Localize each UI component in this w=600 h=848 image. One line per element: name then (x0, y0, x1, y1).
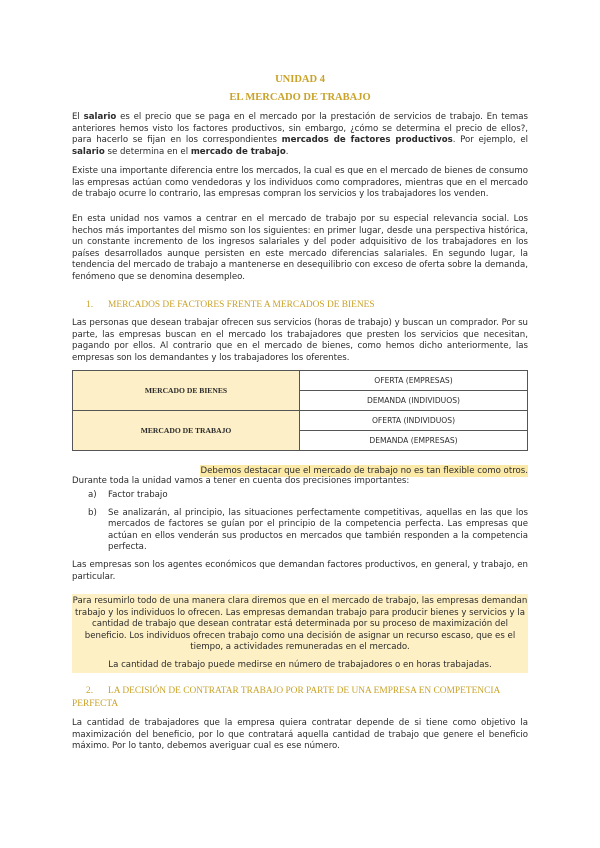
table-cell-market: MERCADO DE BIENES (73, 371, 300, 411)
table-row (73, 411, 528, 431)
list-item (72, 508, 528, 554)
summary-paragraph-1: Para resumirlo todo de una manera clara diremos que en el mercado de trabajo, las empresas demandan trabajo y los individuos lo ofrecen. Las empresas demandan trabajo para producir bienes y servicios y la cantidad de trabajo que desean contratar está determinada por su proceso de maximización del beneficio. Los individuos ofrecen trabajo como una decisión de asignar un recurso escaso, que es el tiempo, a actividades remuneradas en el mercado. (72, 596, 528, 652)
section-1-heading (72, 299, 528, 312)
intro-paragraph-3: En esta unidad nos vamos a centrar en el mercado de trabajo por su especial relevancia social. Los hechos más importantes del mismo son los siguientes: en primer lugar, desde una perspectiva histórica, un constante incremento de los ingresos salariales y del poder adquisitivo de los trabajadores en los países desarrollados aunque persisten en este mercado diferencias salariales. En segundo lugar, la tendencia del mercado de trabajo a mantenerse en desequilibrio con exceso de oferta sobre la demanda, fenómeno que se denomina desempleo. (72, 214, 528, 282)
bold-term: mercado de trabajo (190, 146, 286, 157)
text-run: es el precio que se paga en el mercado por la prestación de servicios de trabajo. En temas anteriores hemos visto los factores productivos, sin embargo, ¿cómo se determina el precio de ellos?, para hacerlo se fijan en los correspondientes (72, 112, 528, 145)
table-cell-offer: OFERTA (INDIVIDUOS) (300, 411, 528, 431)
section-2-paragraph-1: La cantidad de trabajadores que la empresa quiera contratar depende de si tiene como objetivo la maximización del beneficio, por lo que contratará aquella cantidad de trabajo que genere el beneficio máximo. Por lo tanto, debemos averiguar cual es ese número. (72, 718, 528, 751)
bold-term: salario (83, 112, 117, 122)
text-run: se determina en el (104, 146, 191, 157)
text-run: . Por ejemplo, el (452, 135, 528, 145)
section-2-heading (72, 685, 528, 711)
table-cell-offer: OFERTA (EMPRESAS) (300, 371, 528, 391)
market-comparison-table (72, 370, 528, 451)
page-title: EL MERCADO DE TRABAJO (229, 92, 371, 103)
text-run: . (285, 146, 289, 157)
unit-label: UNIDAD 4 (275, 74, 325, 85)
list-item (72, 490, 528, 502)
highlighted-note: Debemos destacar que el mercado de trabajo no es tan flexible como otros. (200, 466, 528, 476)
table-cell-demand: DEMANDA (EMPRESAS) (300, 431, 528, 451)
section-1-paragraph-2: Durante toda la unidad vamos a tener en cuenta dos precisiones importantes: (72, 476, 410, 486)
section-2-title: LA DECISIÓN DE CONTRATAR TRABAJO POR PARTE DE UNA EMPRESA EN COMPETENCIA PERFECTA (72, 686, 500, 709)
intro-paragraph-1 (72, 112, 528, 158)
bold-term: salario (72, 146, 105, 157)
intro-paragraph-2: Existe una importante diferencia entre los mercados, la cual es que en el mercado de bienes de consumo las empresas actúan como vendedoras y los individuos como compradores, mientras que en el mercado de trabajo ocurre lo contrario, las empresas compran los servicios y los trabajadores los venden. (72, 166, 528, 199)
section-1-number: 1. (86, 300, 94, 310)
bold-term: mercados de factores productivos (281, 135, 453, 145)
list-marker: b) (88, 507, 97, 518)
summary-box (72, 594, 528, 673)
section-2-number: 2. (86, 686, 94, 696)
list-text: Se analizarán, al principio, las situaciones perfectamente competitivas, aquellas en las que los mercados de factores se guían por el principio de la competencia perfecta. Las empresas que actúan en ellos venderán sus productos en mercados que también responden a la competencia perfecta. (108, 507, 528, 552)
text-run: El (72, 112, 84, 122)
section-1-title: MERCADOS DE FACTORES FRENTE A MERCADOS DE BIENES (108, 300, 375, 310)
section-1-paragraph-1: Las personas que desean trabajar ofrecen sus servicios (horas de trabajo) y buscan un comprador. Por su parte, las empresas buscan en el mercado los trabajadores que presten los servicios que necesitan, pagando por ellos. Al contrario que en el mercado de bienes, como hemos dicho anteriormente, las empresas son los demandantes y los trabajadores los oferentes. (72, 318, 528, 363)
list-text: Factor trabajo (108, 490, 168, 500)
section-1-paragraph-3: Las empresas son los agentes económicos que demandan factores productivos, en general, y trabajo, en particular. (72, 560, 528, 582)
table-cell-demand: DEMANDA (INDIVIDUOS) (300, 391, 528, 411)
table-cell-market: MERCADO DE TRABAJO (73, 411, 300, 451)
precisions-list (72, 490, 528, 554)
table-row (73, 371, 528, 391)
list-marker: a) (88, 490, 97, 500)
flexibility-note (72, 458, 528, 478)
summary-paragraph-2: La cantidad de trabajo puede medirse en número de trabajadores o en horas trabajadas. (108, 659, 492, 670)
